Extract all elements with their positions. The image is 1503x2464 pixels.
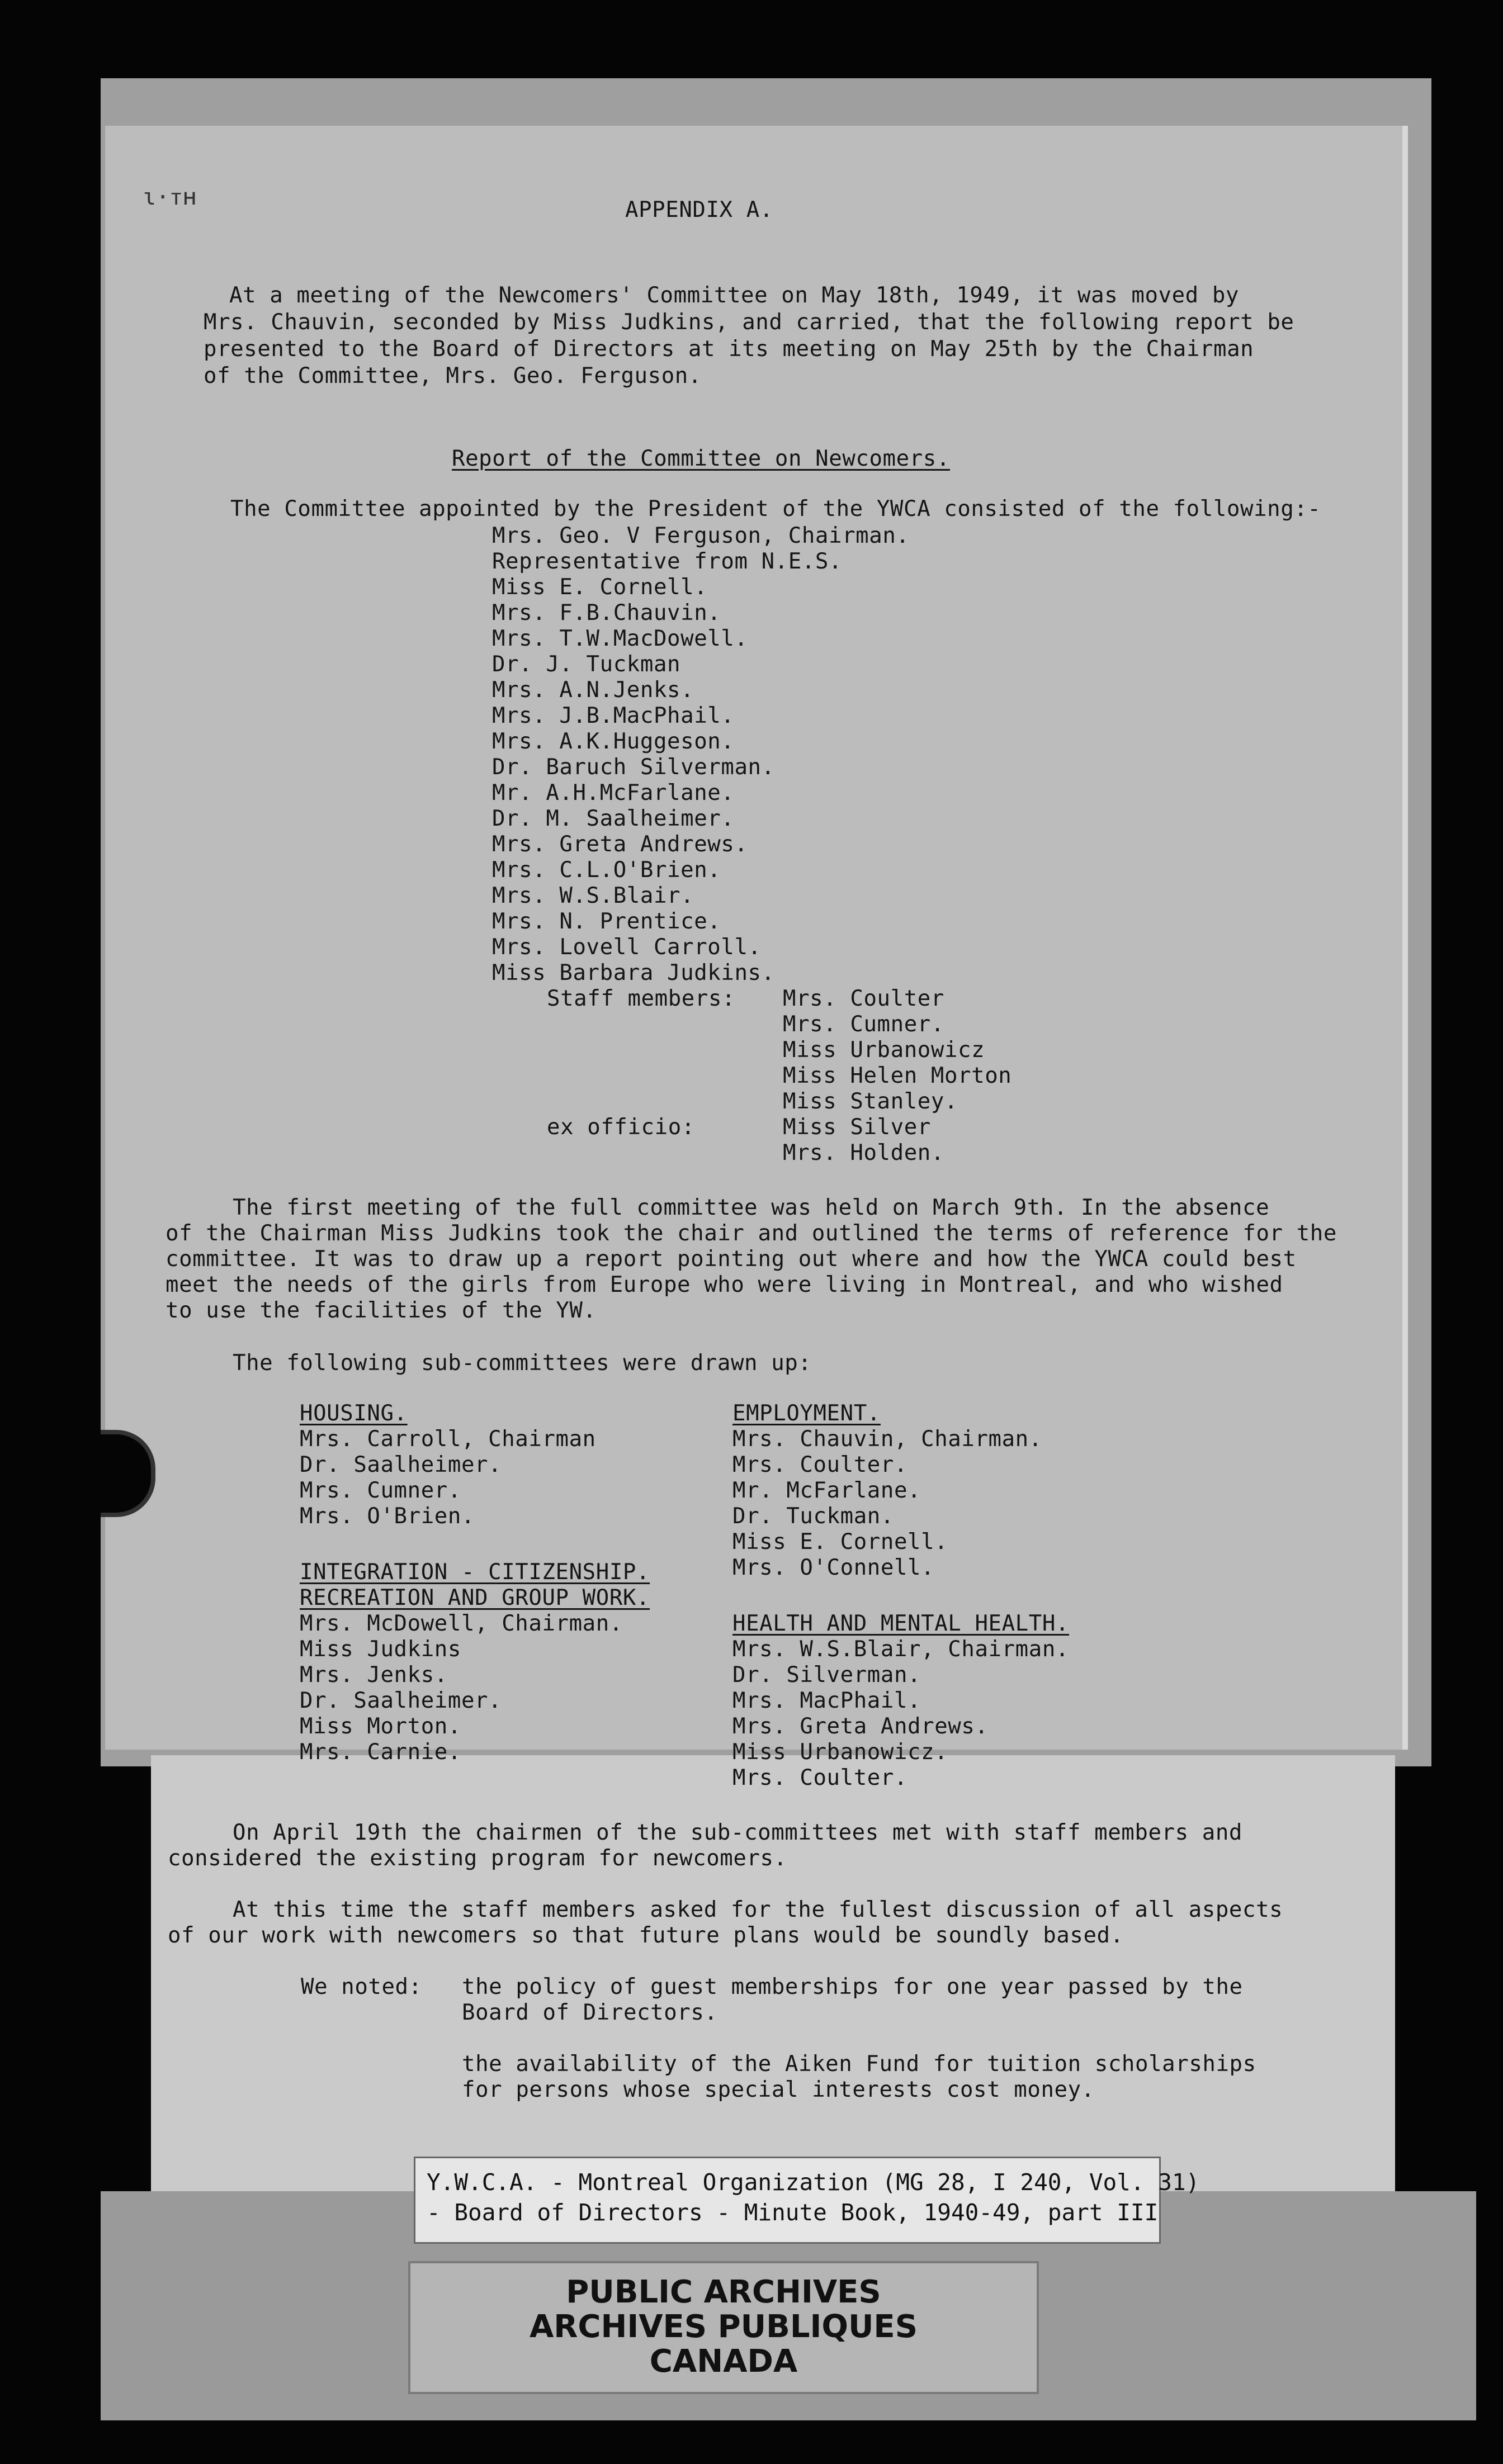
list-item: Board of Directors. bbox=[462, 2000, 718, 2025]
list-item: Mrs. T.W.MacDowell. bbox=[492, 626, 748, 651]
list-item: Miss E. Cornell. bbox=[492, 575, 708, 600]
health-heading: HEALTH AND MENTAL HEALTH. bbox=[732, 1611, 1069, 1636]
integration-heading: INTEGRATION - CITIZENSHIP. bbox=[300, 1560, 650, 1585]
list-item: Miss Judkins bbox=[300, 1637, 461, 1662]
list-item: Representative from N.E.S. bbox=[492, 549, 843, 574]
list-item: Mrs. Lovell Carroll. bbox=[492, 935, 762, 960]
list-item: Mrs. Carroll, Chairman bbox=[300, 1427, 596, 1452]
list-item: Dr. Baruch Silverman. bbox=[492, 755, 775, 780]
report-title: Report of the Committee on Newcomers. bbox=[452, 446, 950, 471]
committee-intro: The Committee appointed by the President of the YWCA consisted of the following:- bbox=[230, 496, 1321, 522]
list-item: Mrs. A.K.Huggeson. bbox=[492, 729, 735, 754]
list-item: Mrs. O'Connell. bbox=[732, 1555, 935, 1580]
list-item: for persons whose special interests cost money. bbox=[462, 2077, 1095, 2102]
list-item: Mrs. Greta Andrews. bbox=[492, 832, 748, 857]
list-item: Mrs. Holden. bbox=[783, 1140, 944, 1165]
list-item: Mrs. F.B.Chauvin. bbox=[492, 600, 721, 626]
list-item: the availability of the Aiken Fund for tuition scholarships bbox=[462, 2051, 1256, 2077]
list-item: Miss Barbara Judkins. bbox=[492, 960, 775, 985]
subcommittees-intro: The following sub-committees were drawn up: bbox=[233, 1351, 812, 1376]
list-item: Mr. McFarlane. bbox=[732, 1478, 921, 1503]
list-item: Miss Helen Morton bbox=[783, 1063, 1012, 1088]
public-archives-stamp: PUBLIC ARCHIVES ARCHIVES PUBLIQUES CANADA bbox=[408, 2261, 1039, 2394]
list-item: Mrs. Coulter. bbox=[732, 1452, 908, 1477]
list-item: Mr. A.H.McFarlane. bbox=[492, 780, 735, 805]
list-item: Miss Stanley. bbox=[783, 1089, 958, 1114]
list-item: Mrs. Geo. V Ferguson, Chairman. bbox=[492, 523, 910, 548]
list-item: Dr. Saalheimer. bbox=[300, 1688, 502, 1713]
appendix-title: APPENDIX A. bbox=[625, 197, 773, 222]
staff-label: Staff members: bbox=[547, 986, 736, 1011]
archive-reference-label: Y.W.C.A. - Montreal Organization (MG 28, I 240, Vol. 31) - Board of Directors - Minute Book, 1940-49, part III bbox=[414, 2157, 1161, 2244]
list-item: Mrs. Cumner. bbox=[783, 1012, 944, 1037]
list-item: Miss Silver bbox=[783, 1115, 931, 1140]
list-item: Mrs. McDowell, Chairman. bbox=[300, 1611, 623, 1636]
list-item: Mrs. N. Prentice. bbox=[492, 909, 721, 934]
housing-heading: HOUSING. bbox=[300, 1401, 408, 1426]
noted-label: We noted: bbox=[301, 1974, 422, 1999]
list-item: Mrs. W.S.Blair, Chairman. bbox=[732, 1637, 1069, 1662]
list-item: Dr. M. Saalheimer. bbox=[492, 806, 735, 831]
list-item: Miss Urbanowicz. bbox=[732, 1740, 948, 1765]
list-item: Mrs. Jenks. bbox=[300, 1662, 448, 1688]
list-item: Mrs. Carnie. bbox=[300, 1740, 461, 1765]
list-item: Miss Morton. bbox=[300, 1714, 461, 1739]
list-item: Dr. Tuckman. bbox=[732, 1504, 894, 1529]
list-item: Mrs. Greta Andrews. bbox=[732, 1714, 989, 1739]
employment-heading: EMPLOYMENT. bbox=[732, 1401, 881, 1426]
list-item: Mrs. Coulter bbox=[783, 986, 944, 1011]
recreation-heading: RECREATION AND GROUP WORK. bbox=[300, 1585, 650, 1610]
list-item: Mrs. Coulter. bbox=[732, 1765, 908, 1790]
list-item: Mrs. C.L.O'Brien. bbox=[492, 857, 721, 883]
list-item: Mrs. Cumner. bbox=[300, 1478, 461, 1503]
list-item: Dr. Saalheimer. bbox=[300, 1452, 502, 1477]
list-item: Mrs. J.B.MacPhail. bbox=[492, 703, 735, 728]
list-item: Miss E. Cornell. bbox=[732, 1529, 948, 1555]
exofficio-label: ex officio: bbox=[547, 1115, 695, 1140]
list-item: the policy of guest memberships for one year passed by the bbox=[462, 1974, 1243, 1999]
list-item: Dr. Silverman. bbox=[732, 1662, 921, 1688]
list-item: Miss Urbanowicz bbox=[783, 1037, 985, 1063]
list-item: Mrs. MacPhail. bbox=[732, 1688, 921, 1713]
list-item: Mrs. Chauvin, Chairman. bbox=[732, 1427, 1042, 1452]
handwritten-mark: ɩ·ᴛʜ bbox=[143, 184, 197, 210]
list-item: Mrs. A.N.Jenks. bbox=[492, 677, 694, 703]
list-item: Mrs. W.S.Blair. bbox=[492, 883, 694, 908]
list-item: Dr. J. Tuckman bbox=[492, 652, 681, 677]
list-item: Mrs. O'Brien. bbox=[300, 1504, 475, 1529]
